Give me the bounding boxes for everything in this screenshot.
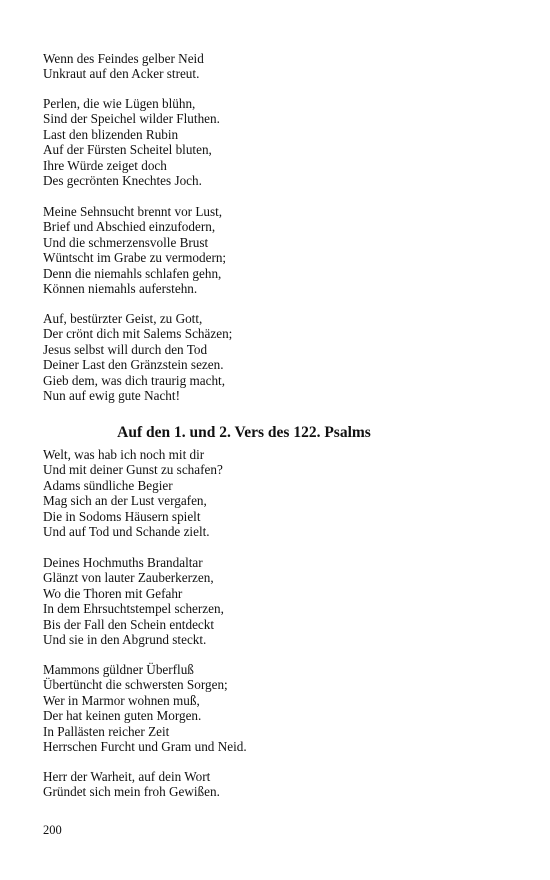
verse-line: Deiner Last den Gränzstein sezen.	[43, 357, 224, 373]
verse-line: Adams sündliche Begier	[43, 477, 173, 493]
verse-line: Und auf Tod und Schande zielt.	[43, 523, 210, 539]
verse-line: Glänzt von lauter Zauberkerzen,	[43, 570, 214, 586]
verse-line: Wo die Thoren mit Gefahr	[43, 585, 183, 601]
verse-line: Auf der Fürsten Scheitel bluten,	[43, 142, 212, 158]
verse-line: Der crönt dich mit Salems Schäzen;	[43, 326, 233, 342]
verse-line: Perlen, die wie Lügen blühn,	[43, 96, 196, 111]
stanza	[43, 555, 224, 647]
verse-line: Sind der Speichel wilder Fluthen.	[43, 111, 220, 127]
stanza	[43, 662, 247, 754]
poem-title: Auf den 1. und 2. Vers des 122. Psalms	[117, 424, 371, 441]
verse-line: Jesus selbst will durch den Tod	[43, 341, 208, 357]
verse-line: Gieb dem, was dich traurig macht,	[43, 372, 226, 388]
verse-line: Mag sich an der Lust vergafen,	[43, 493, 207, 509]
verse-line: Der hat keinen guten Morgen.	[43, 708, 202, 724]
verse-line: Ihre Würde zeiget doch	[43, 157, 167, 173]
verse-line: Und mit deiner Gunst zu schafen?	[43, 462, 223, 478]
verse-line: Wenn des Feindes gelber Neid	[43, 51, 204, 66]
verse-line: Können niemahls auferstehn.	[43, 280, 198, 296]
verse-line: In Pallästen reicher Zeit	[43, 723, 170, 739]
verse-line: Unkraut auf den Acker streut.	[43, 66, 200, 82]
verse-line: Wüntscht im Grabe zu vermodern;	[43, 250, 227, 266]
page-number: 200	[43, 823, 62, 837]
verse-line: Last den blizenden Rubin	[43, 126, 179, 142]
verse-line: Auf, bestürzter Geist, zu Gott,	[43, 311, 203, 326]
verse-line: Denn die niemahls schlafen gehn,	[43, 265, 222, 281]
stanza	[43, 204, 226, 296]
verse-line: Nun auf ewig gute Nacht!	[43, 387, 180, 403]
verse-line: Brief und Abschied einzufodern,	[43, 219, 216, 235]
stanza	[43, 311, 232, 403]
verse-line: Meine Sehnsucht brennt vor Lust,	[43, 204, 223, 219]
stanza	[43, 447, 223, 539]
verse-line: Des gecrönten Knechtes Joch.	[43, 172, 202, 188]
verse-line: Wer in Marmor wohnen muß,	[43, 692, 200, 708]
verse-line: Und die schmerzensvolle Brust	[43, 234, 209, 250]
verse-line: Die in Sodoms Häusern spielt	[43, 508, 201, 524]
stanza	[43, 769, 220, 800]
verse-line: Deines Hochmuths Brandaltar	[43, 555, 203, 570]
verse-line: Bis der Fall den Schein entdeckt	[43, 616, 215, 632]
verse-line: Mammons güldner Überfluß	[43, 662, 194, 677]
verse-line: Herr der Warheit, auf dein Wort	[43, 769, 211, 784]
verse-line: In dem Ehrsuchtstempel scherzen,	[43, 601, 224, 617]
verse-line: Welt, was hab ich noch mit dir	[43, 447, 205, 462]
verse-line: Übertüncht die schwersten Sorgen;	[43, 677, 228, 693]
stanza	[43, 51, 204, 82]
stanza	[43, 96, 220, 188]
verse-line: Und sie in den Abgrund steckt.	[43, 631, 207, 647]
verse-line: Gründet sich mein froh Gewißen.	[43, 784, 220, 800]
verse-line: Herrschen Furcht und Gram und Neid.	[43, 738, 247, 754]
